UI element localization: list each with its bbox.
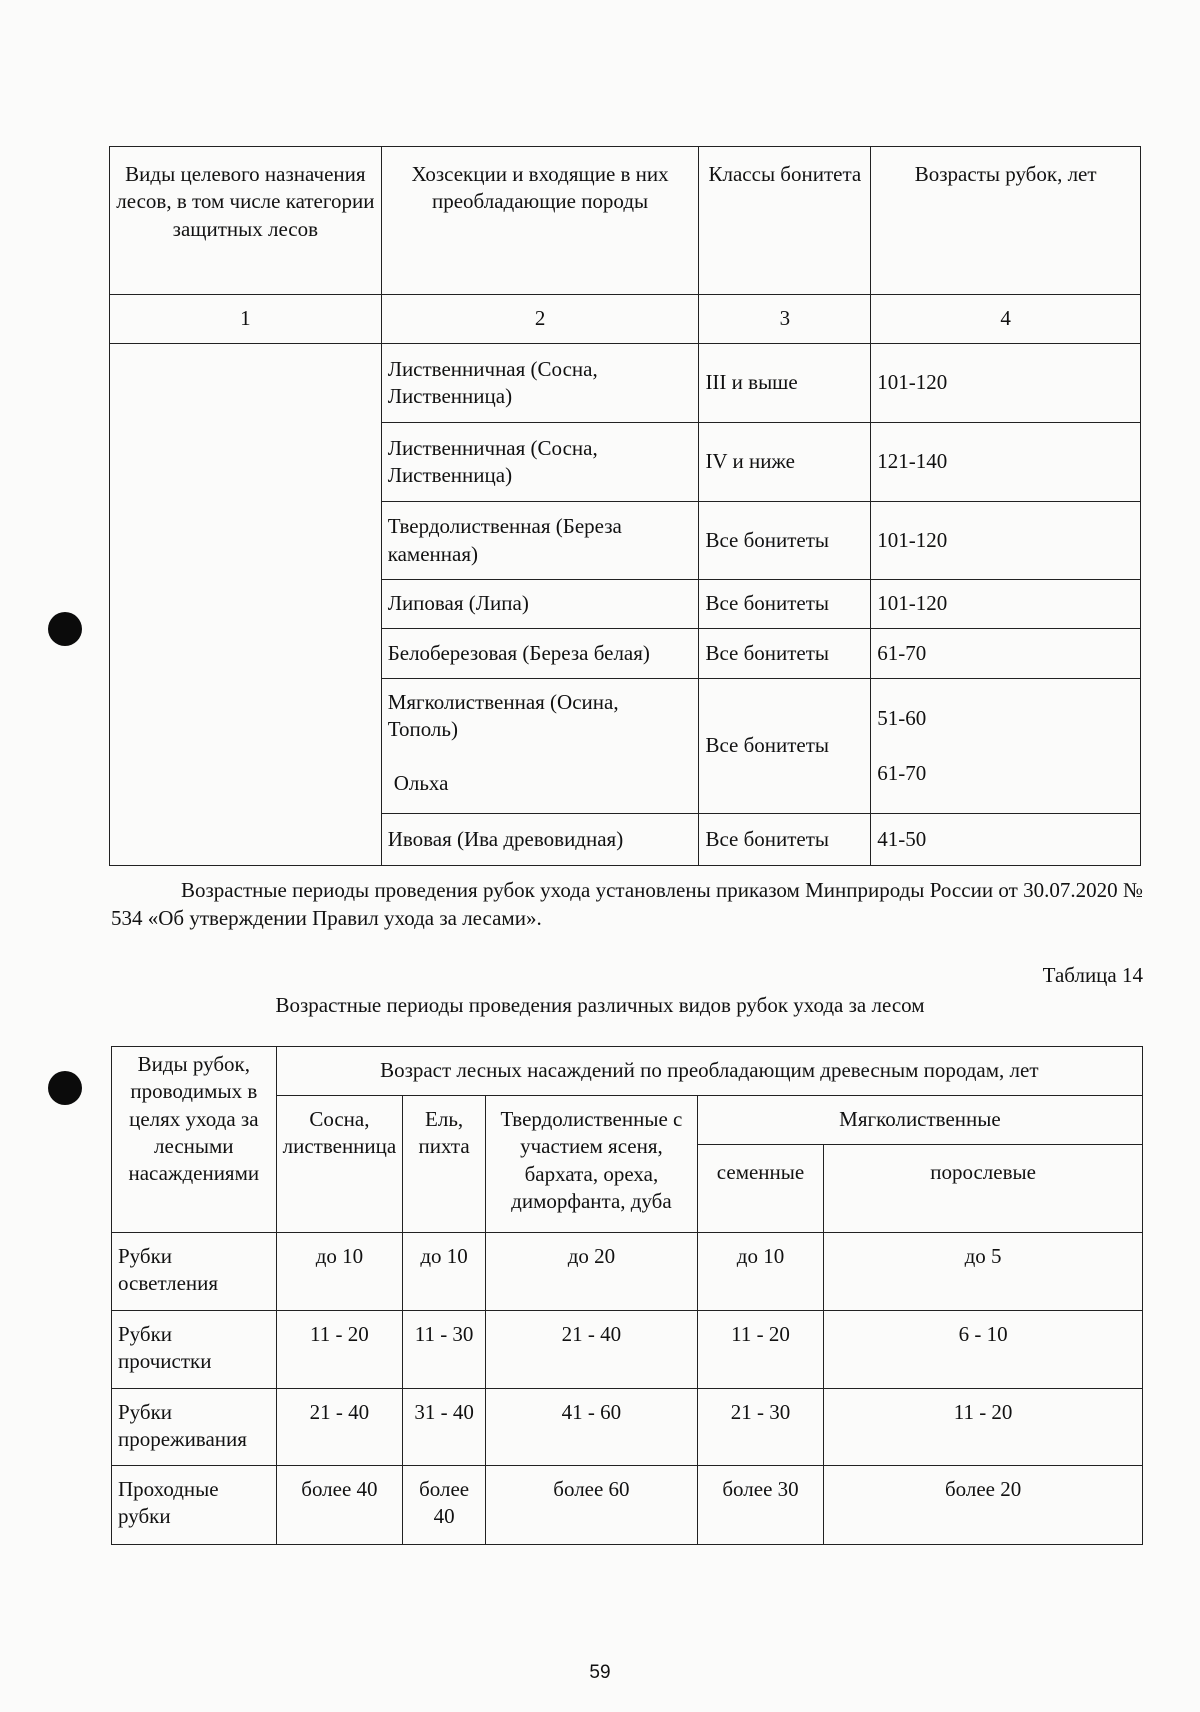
section-cell: Лиственничная (Сосна, Лиственница) bbox=[381, 423, 699, 502]
punch-hole-lower bbox=[48, 1071, 82, 1105]
punch-hole-upper bbox=[48, 612, 82, 646]
value-cell: более 20 bbox=[824, 1466, 1143, 1545]
section-cell: Лиственничная (Сосна, Лиственница) bbox=[381, 344, 699, 423]
header-spruce: Ель, пихта bbox=[403, 1096, 486, 1233]
value-cell: более 30 bbox=[697, 1466, 823, 1545]
table-row bbox=[112, 1233, 1143, 1311]
value-cell: до 5 bbox=[824, 1233, 1143, 1311]
table-header-row bbox=[112, 1047, 1143, 1096]
cutting-type-cell: Рубки прочистки bbox=[112, 1311, 277, 1389]
value-cell: до 10 bbox=[697, 1233, 823, 1311]
class-cell: III и выше bbox=[699, 344, 871, 423]
table-row bbox=[112, 1311, 1143, 1389]
thinning-periods-table bbox=[111, 1046, 1143, 1545]
header-bonitet-class: Классы бонитета bbox=[699, 147, 871, 295]
header-seed: семенные bbox=[697, 1145, 823, 1233]
header-sections: Хозсекции и входящие в них преобладающие породы bbox=[381, 147, 699, 295]
section-sub: Ольха bbox=[393, 770, 449, 795]
age-cell: 101-120 bbox=[871, 580, 1141, 629]
table-header-row bbox=[110, 147, 1141, 295]
cutting-type-cell: Рубки прореживания bbox=[112, 1389, 277, 1466]
age-cell: 101-120 bbox=[871, 502, 1141, 580]
section-cell: Ивовая (Ива древовидная) bbox=[381, 814, 699, 866]
table-row bbox=[112, 1466, 1143, 1545]
section-cell bbox=[381, 679, 699, 814]
value-cell: более 40 bbox=[403, 1466, 486, 1545]
header-age-group: Возраст лесных насаждений по преобладающим древесным породам, лет bbox=[276, 1047, 1142, 1096]
cutting-type-cell: Рубки осветления bbox=[112, 1233, 277, 1311]
value-cell: 11 - 30 bbox=[403, 1311, 486, 1389]
value-cell: 21 - 40 bbox=[276, 1389, 403, 1466]
forest-purpose-cell bbox=[110, 344, 382, 866]
value-cell: более 60 bbox=[485, 1466, 697, 1545]
column-numbers-row bbox=[110, 295, 1141, 344]
header-forest-purpose: Виды целевого назначения лесов, в том числе категории защитных лесов bbox=[110, 147, 382, 295]
header-cutting-age: Возрасты рубок, лет bbox=[871, 147, 1141, 295]
value-cell: 41 - 60 bbox=[485, 1389, 697, 1466]
header-coppice: порослевые bbox=[824, 1145, 1143, 1233]
value-cell: 11 - 20 bbox=[276, 1311, 403, 1389]
class-cell: Все бонитеты bbox=[699, 502, 871, 580]
header-hardwood: Твердолиственные с участием ясеня, бархата, ореха, диморфанта, дуба bbox=[485, 1096, 697, 1233]
value-cell: более 40 bbox=[276, 1466, 403, 1545]
header-pine: Сосна, лиственница bbox=[276, 1096, 403, 1233]
value-cell: 11 - 20 bbox=[824, 1389, 1143, 1466]
section-main: Мягколиственная (Осина, Тополь) bbox=[387, 690, 619, 742]
cutting-type-cell: Проходные рубки bbox=[112, 1466, 277, 1545]
value-cell: 11 - 20 bbox=[697, 1311, 823, 1389]
age-cell: 121-140 bbox=[871, 423, 1141, 502]
value-cell: 21 - 30 bbox=[697, 1389, 823, 1466]
age-cell: 101-120 bbox=[871, 344, 1141, 423]
page-number: 59 bbox=[589, 1662, 611, 1683]
age-sub: 61-70 bbox=[877, 761, 927, 785]
class-cell: Все бонитеты bbox=[699, 629, 871, 679]
age-main: 51-60 bbox=[877, 705, 927, 730]
value-cell: 21 - 40 bbox=[485, 1311, 697, 1389]
age-cell: 61-70 bbox=[871, 629, 1141, 679]
column-number: 2 bbox=[381, 295, 699, 344]
value-cell: до 10 bbox=[403, 1233, 486, 1311]
cutting-age-table bbox=[109, 146, 1141, 866]
section-cell: Твердолиственная (Береза каменная) bbox=[381, 502, 699, 580]
table-title: Возрастные периоды проведения различных видов рубок ухода за лесом bbox=[275, 993, 925, 1017]
class-cell: Все бонитеты bbox=[699, 814, 871, 866]
value-cell: до 20 bbox=[485, 1233, 697, 1311]
section-cell: Липовая (Липа) bbox=[381, 580, 699, 629]
table-row bbox=[110, 344, 1141, 423]
table-row bbox=[112, 1389, 1143, 1466]
table-number: Таблица 14 bbox=[1042, 963, 1143, 987]
class-cell: Все бонитеты bbox=[699, 679, 871, 814]
section-cell: Белоберезовая (Береза белая) bbox=[381, 629, 699, 679]
value-cell: 31 - 40 bbox=[403, 1389, 486, 1466]
value-cell: до 10 bbox=[276, 1233, 403, 1311]
column-number: 1 bbox=[110, 295, 382, 344]
value-cell: 6 - 10 bbox=[824, 1311, 1143, 1389]
body-paragraph: Возрастные периоды проведения рубок ухода установлены приказом Минприроды России от 30.07.2020 № 534 «Об утверждении Правил ухода за лесами». bbox=[111, 878, 1143, 930]
column-number: 4 bbox=[871, 295, 1141, 344]
header-softwood: Мягколиственные bbox=[697, 1096, 1142, 1145]
header-cutting-type: Виды рубок, проводимых в целях ухода за лесными насаждениями bbox=[112, 1047, 277, 1233]
class-cell: IV и ниже bbox=[699, 423, 871, 502]
age-cell bbox=[871, 679, 1141, 814]
column-number: 3 bbox=[699, 295, 871, 344]
age-cell: 41-50 bbox=[871, 814, 1141, 866]
class-cell: Все бонитеты bbox=[699, 580, 871, 629]
